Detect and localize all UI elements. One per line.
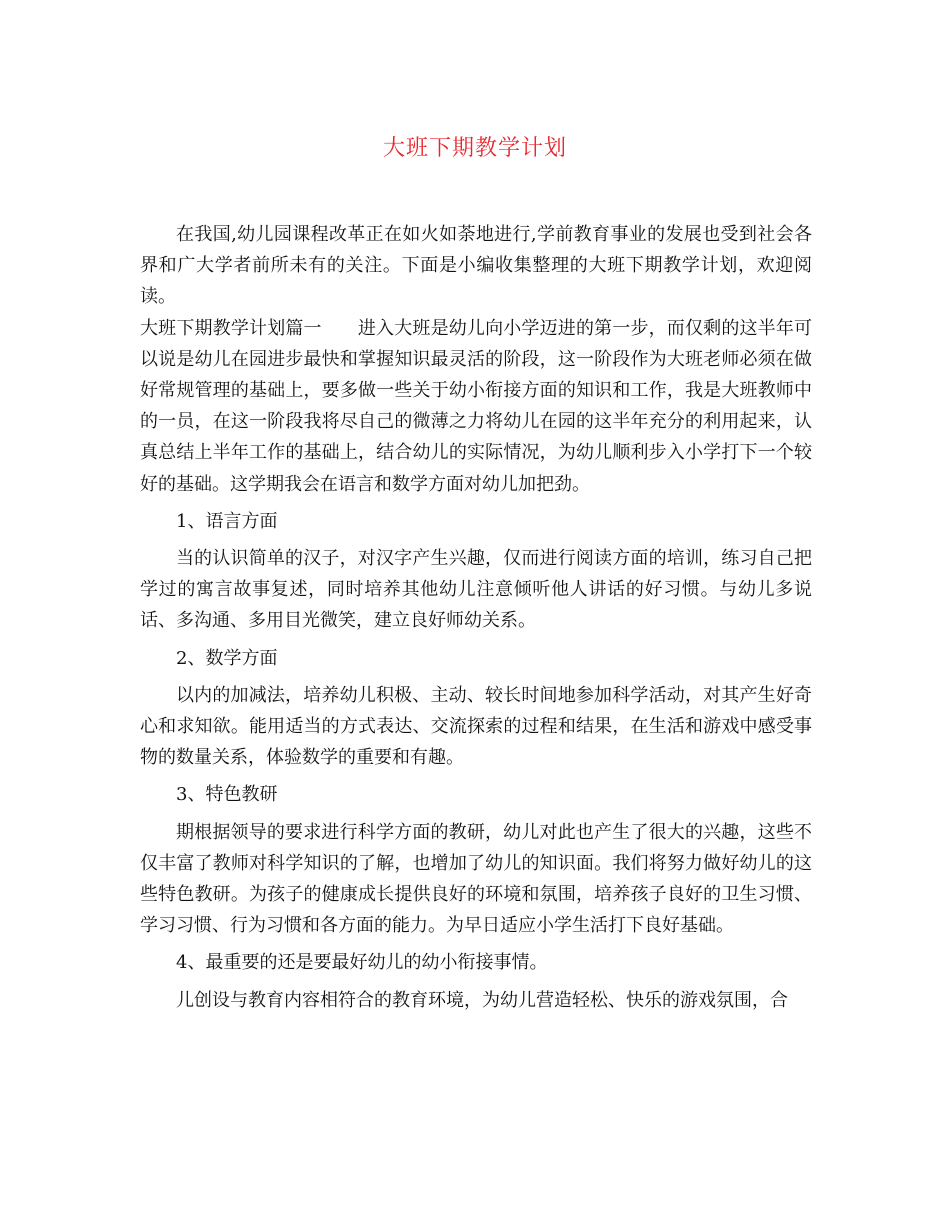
section-paragraph-transition: 儿创设与教育内容相符合的教育环境，为幼儿营造轻松、快乐的游戏氛围，合 bbox=[176, 989, 788, 1011]
section-paragraph-language: 当的认识简单的汉子，对汉字产生兴趣，仅而进行阅读方面的培训，练习自己把学过的寓言故事复述，同时培养其他幼儿注意倾听他人讲话的好习惯。与幼儿多说话、多沟通、多用目光微笑，建立良好师幼关系。 bbox=[140, 548, 812, 632]
article-heading: 大班下期教学计划篇一 bbox=[140, 317, 322, 339]
article-first-paragraph bbox=[140, 313, 812, 500]
section-paragraph-math: 以内的加减法，培养幼儿积极、主动、较长时间地参加科学活动，对其产生好奇心和求知欲。能用适当的方式表达、交流探索的过程和结果，在生活和游戏中感受事物的数量关系，体验数学的重要和有趣。 bbox=[140, 684, 812, 769]
section-heading-research: 3、特色教研 bbox=[176, 784, 278, 806]
article-paragraph-1: 进入大班是幼儿向小学迈进的第一步，而仅剩的这半年可以说是幼儿在园进步最快和掌握知识最灵活的阶段，这一阶段作为大班老师必须在做好常规管理的基础上，要多做一些关于幼小衔接方面的知识和工作，我是大班教师中的一员，在这一阶段我将尽自己的微薄之力将幼儿在园的这半年充分的利用起来，认真总结上半年工作的基础上，结合幼儿的实际情况，为幼儿顺利步入小学打下一个较好的基础。这学期我会在语言和数学方面对幼儿加把劲。 bbox=[140, 317, 813, 495]
section-heading-math: 2、数学方面 bbox=[176, 647, 278, 669]
document-body bbox=[140, 219, 812, 1016]
document-title: 大班下期教学计划 bbox=[382, 136, 567, 161]
section-heading-language: 1、语言方面 bbox=[176, 510, 278, 532]
section-paragraph-research: 期根据领导的要求进行科学方面的教研，幼儿对此也产生了很大的兴趣，这些不仅丰富了教师对科学知识的了解，也增加了幼儿的知识面。我们将努力做好幼儿的这些特色教研。为孩子的健康成长提供良好的环境和氛围，培养孩子良好的卫生习惯、学习习惯、行为习惯和各方面的能力。为早日适应小学生活打下良好基础。 bbox=[140, 821, 812, 937]
section-heading-transition: 4、最重要的还是要最好幼儿的幼小衔接事情。 bbox=[176, 952, 548, 974]
intro-paragraph: 在我国,幼儿园课程改革正在如火如荼地进行,学前教育事业的发展也受到社会各界和广大学者前所未有的关注。下面是小编收集整理的大班下期教学计划，欢迎阅读。 bbox=[140, 224, 812, 308]
